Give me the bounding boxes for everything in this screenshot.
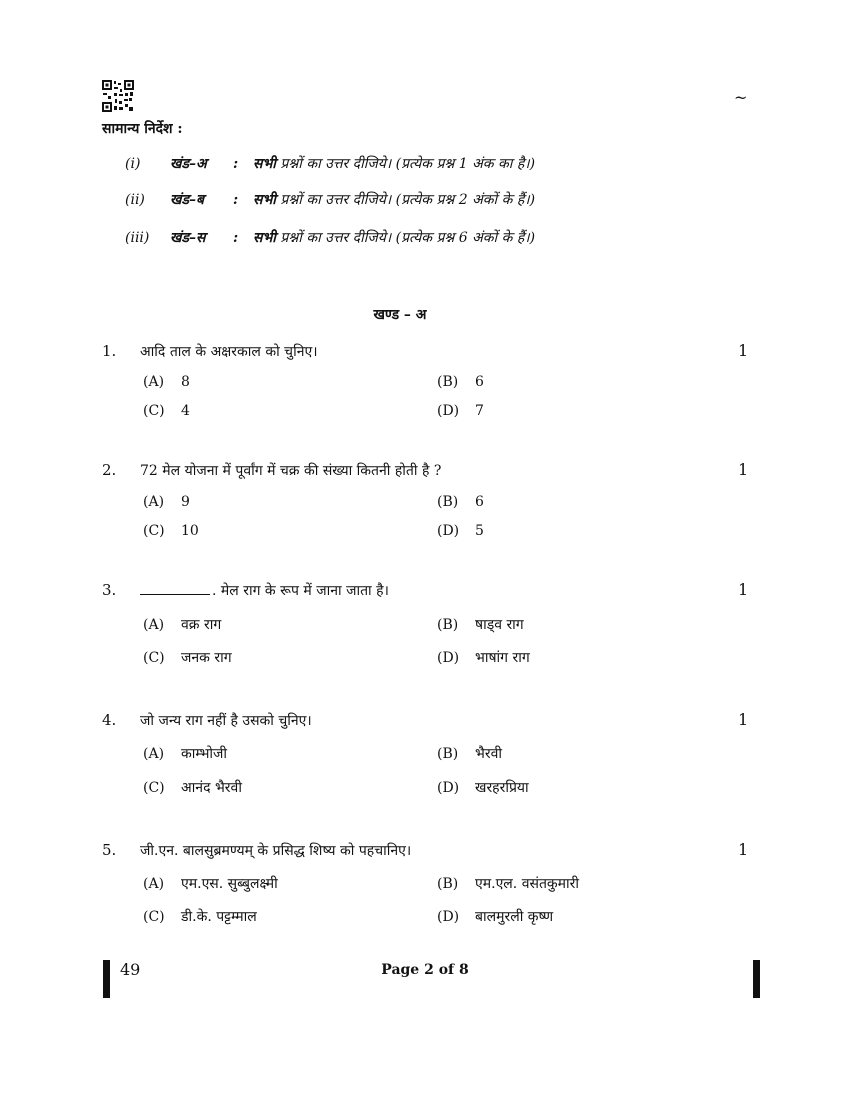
option-c: (C) डी.के. पट्टम्माल: [143, 909, 257, 925]
question-text-wrapper: [140, 581, 389, 600]
option-b: (B) एम.एल. वसंतकुमारी: [437, 876, 580, 892]
section-title: खण्ड – अ: [373, 307, 427, 323]
instruction-text: प्रश्नों का उत्तर दीजिये। (प्रत्येक प्रश्न 1 अंक का है।): [280, 156, 536, 172]
instruction-section: खंड–अ: [170, 156, 207, 172]
question-marks: 1: [738, 460, 749, 479]
instruction-all: सभी: [253, 230, 276, 246]
option-d: (D) 5: [437, 523, 484, 539]
question-number: 3.: [102, 581, 117, 599]
question-marks: 1: [738, 840, 749, 859]
question-number: 1.: [102, 342, 117, 360]
instruction-text: प्रश्नों का उत्तर दीजिये। (प्रत्येक प्रश्न 6 अंकों के हैं।): [280, 230, 536, 246]
option-b: (B) षाड्व राग: [437, 617, 524, 633]
question-marks: 1: [738, 710, 749, 729]
instruction-text: प्रश्नों का उत्तर दीजिये। (प्रत्येक प्रश्न 2 अंकों के हैं।): [280, 192, 536, 208]
instruction-section: खंड–स: [170, 230, 206, 246]
option-a: (A) काम्भोजी: [143, 746, 228, 762]
qr-code: [102, 80, 134, 112]
option-a: (A) 8: [143, 374, 190, 390]
instruction-line: [125, 228, 535, 247]
option-a: (A) एम.एस. सुब्बुलक्ष्मी: [143, 876, 278, 892]
question-number: 2.: [102, 461, 117, 479]
option-b: (B) 6: [437, 494, 484, 510]
page-number: Page 2 of 8: [381, 962, 469, 978]
option-d: (D) खरहरप्रिया: [437, 780, 529, 796]
option-c: (C) 4: [143, 403, 190, 419]
instruction-line: [125, 154, 535, 173]
instruction-colon: :: [233, 156, 239, 172]
question-text: आदि ताल के अक्षरकाल को चुनिए।: [140, 344, 318, 360]
instruction-colon: :: [233, 230, 239, 246]
option-d: (D) बालमुरली कृष्ण: [437, 909, 554, 925]
instruction-colon: :: [233, 192, 239, 208]
instruction-number: (ii): [125, 192, 145, 208]
instruction-all: सभी: [253, 156, 276, 172]
instruction-line: [125, 190, 535, 209]
option-c: (C) 10: [143, 523, 199, 539]
question-number: 4.: [102, 711, 117, 729]
instruction-section: खंड–ब: [170, 192, 204, 208]
instruction-number: (iii): [125, 230, 150, 246]
option-c: (C) आनंद भैरवी: [143, 780, 242, 796]
tilde-mark: ~: [734, 88, 748, 107]
option-d: (D) भाषांग राग: [437, 650, 530, 666]
instruction-number: (i): [125, 156, 141, 172]
option-b: (B) 6: [437, 374, 484, 390]
question-text: 72 मेल योजना में पूर्वांग में चक्र की संख्या कितनी होती है ?: [140, 463, 442, 479]
general-instructions-title: सामान्य निर्देश :: [102, 121, 183, 137]
question-text: जो जन्य राग नहीं है उसको चुनिए।: [140, 713, 312, 729]
paper-code: 49: [120, 960, 141, 979]
answer-blank: [140, 582, 210, 595]
option-c: (C) जनक राग: [143, 650, 232, 666]
option-a: (A) 9: [143, 494, 190, 510]
option-b: (B) भैरवी: [437, 746, 502, 762]
question-text: जी.एन. बालसुब्रमण्यम् के प्रसिद्ध शिष्य को पहचानिए।: [140, 843, 412, 859]
option-d: (D) 7: [437, 403, 484, 419]
option-a: (A) वक्र राग: [143, 617, 222, 633]
question-number: 5.: [102, 841, 117, 859]
question-marks: 1: [738, 580, 749, 599]
question-marks: 1: [738, 341, 749, 360]
instruction-all: सभी: [253, 192, 276, 208]
question-text: . मेल राग के रूप में जाना जाता है।: [212, 583, 389, 599]
